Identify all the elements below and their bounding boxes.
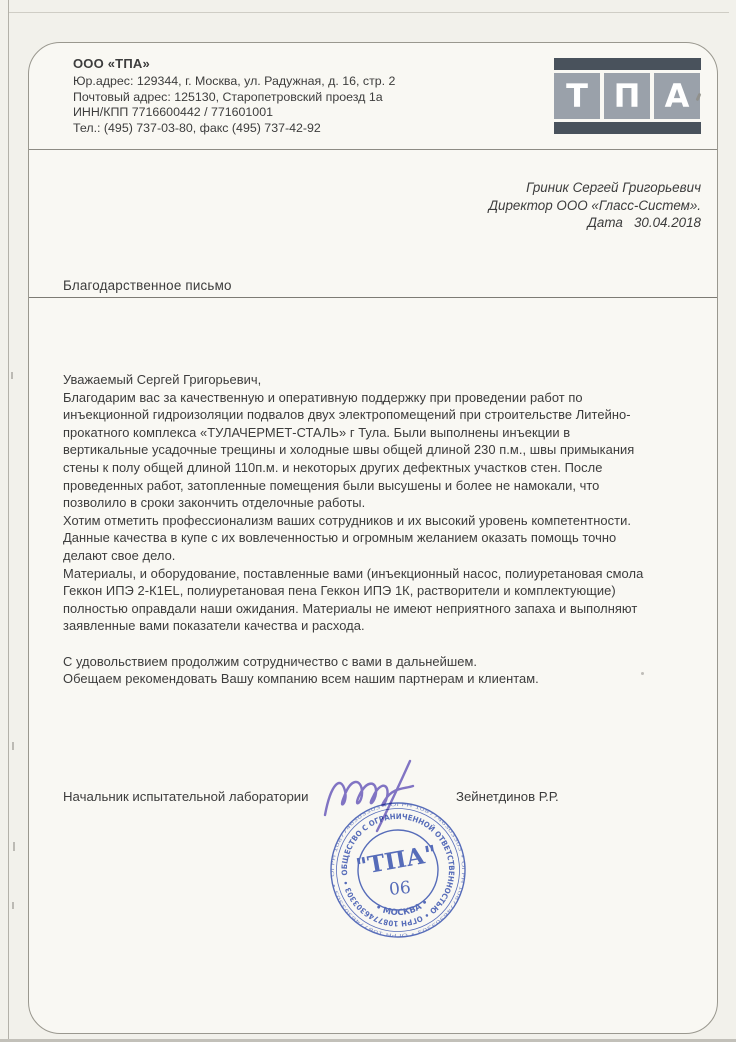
scan-speck [641,672,644,675]
letter-title: Благодарственное письмо [63,278,232,293]
letterhead-line: ИНН/КПП 7716600442 / 771601001 [73,105,273,120]
body-line: Хотим отметить профессионализм ваших сотрудников и их высокий уровень компетентности. [63,512,631,528]
scan-speck [13,842,15,851]
stamp-ring-text: ОБЩЕСТВО С ОГРАНИЧЕННОЙ ОТВЕТСТВЕННОСТЬЮ • ОГРН 1087746303303 • [339,811,457,929]
body-line: инъекционной гидроизоляции подвалов двух электропомещений при строительстве Литейно- [63,407,631,423]
body-line: Материалы, и оборудование, поставленные вами (инъекционный насос, полиуретановая смола [63,565,644,581]
addressee-name: Гриник Сергей Григорьевич [526,180,701,195]
letter-body [63,371,711,688]
stamp-center-number: 06 [388,877,412,900]
letterhead-line: Тел.: (495) 737-03-80, факс (495) 737-42-92 [73,120,321,135]
stamp-center-name: "ТПА" [353,840,439,882]
letter-date: Дата 30.04.2018 [587,215,701,231]
page-edge-left [8,0,9,1042]
scan-speck [12,742,14,750]
stamp-city-text: • МОСКВА • [373,896,430,918]
body-line [63,635,711,653]
company-name: ООО «ТПА» [73,56,150,71]
body-line: Данные качества в купе с их вовлеченностью и огромным желанием оказать помощь точно [63,530,617,546]
body-line: позволило в сроки закончить отделочные работы. [63,495,366,511]
letterhead-line: Юр.адрес: 129344, г. Москва, ул. Радужная, д. 16, стр. 2 [73,74,396,88]
body-line: заявленные вами показатели качества и расхода. [63,618,365,634]
signatory-name: Зейнетдинов Р.Р. [456,789,559,804]
letterhead-lines [73,74,395,136]
logo-top-bar [554,58,701,70]
body-line: полностью оправдали наши ожидания. Материалы не имеют неприятного запаха и выполняют [63,600,638,616]
title-underline [29,297,717,298]
body-line: Благодарим вас за качественную и оперативную поддержку при проведении работ по [63,389,583,405]
logo-letter: Т [554,73,600,119]
scan-speck [12,902,14,909]
body-line: проведенных работ, затопленные помещения были высушены и более не намокали, что [63,477,600,493]
logo-letter: А [654,73,700,119]
letterhead [73,56,395,136]
addressee-block [489,179,701,232]
body-line: стены к полу общей длиной 110п.м. и некоторых других дефектных участков стен. После [63,459,603,475]
body-line: Обещаем рекомендовать Вашу компанию всем нашим партнерам и клиентам. [63,671,539,687]
body-line: С удовольствием продолжим сотрудничество с вами в дальнейшем. [63,653,478,669]
scan-speck [11,372,13,379]
addressee-position: Директор ООО «Гласс-Систем». [488,197,701,213]
signatory-position: Начальник испытательной лаборатории [63,789,309,804]
body-line: вертикальные усадочные трещины и холодные швы общей длиной 230 п.м., швы примыкания [63,442,635,458]
body-line: Геккон ИПЭ 2-К1EL, полиуретановая пена Геккон ИПЭ 1К, растворители и комплектующие) [63,583,616,599]
logo-bottom-bar [554,122,701,134]
body-line: делают свое дело. [63,547,176,563]
header-divider [29,149,717,150]
page-edge-top [9,12,729,13]
stamp-micro-text: ОГРН 1087746303303 • ОГРН 1087746303303 • ОГРН 1087746303303 • ОГРН 1087746303303 • [330,802,466,938]
letterhead-line: Почтовый адрес: 125130, Старопетровский проезд 1а [73,89,383,104]
handwritten-signature [317,753,457,843]
body-line: прокатного комплекса «ТУЛАЧЕРМЕТ-СТАЛЬ» г Тула. Были выполнены инъекции в [63,424,571,440]
logo-letters [554,73,701,119]
body-line: Уважаемый Сергей Григорьевич, [63,372,262,387]
logo-letter: П [604,73,650,119]
letter-frame [28,42,718,1034]
company-logo [554,58,701,134]
